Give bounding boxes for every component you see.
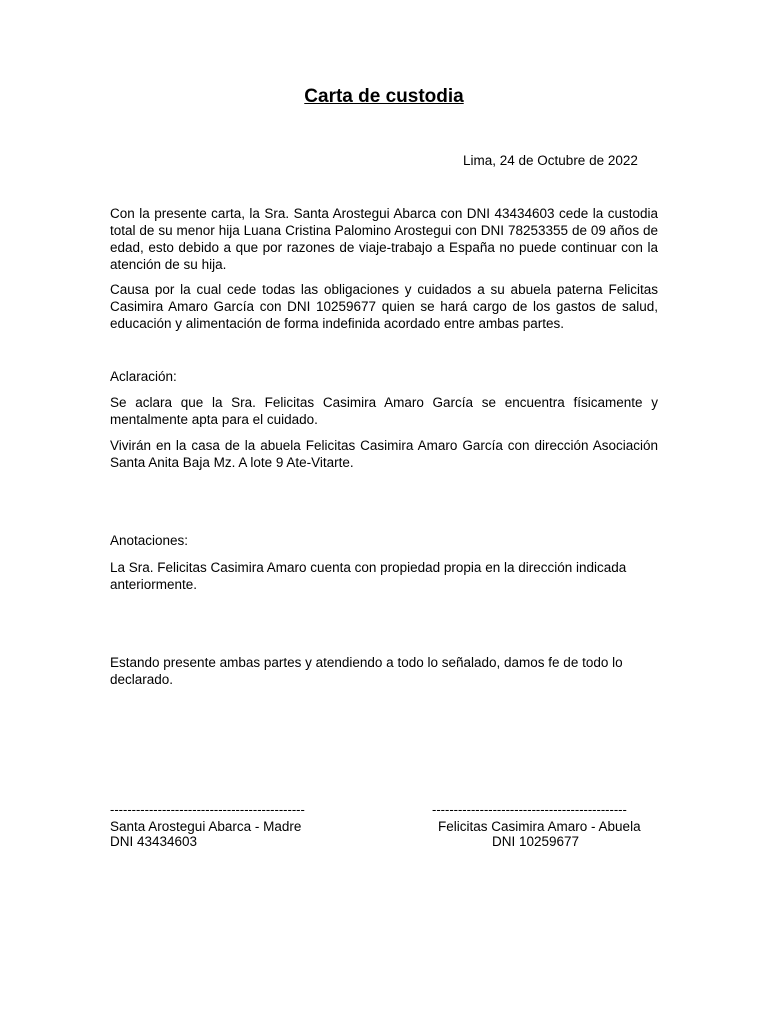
- signature-dni-madre: DNI 43434603: [110, 834, 198, 849]
- document-title: Carta de custodia: [304, 86, 464, 107]
- signature-name-madre: Santa Arostegui Abarca - Madre: [110, 819, 302, 834]
- anotaciones-heading: Anotaciones:: [110, 533, 189, 548]
- paragraph-anotacion: La Sra. Felicitas Casimira Amaro cuenta con propiedad propia en la dirección indicada anteriormente.: [110, 560, 627, 592]
- signature-name-abuela: Felicitas Casimira Amaro - Abuela: [438, 819, 641, 834]
- signature-line-abuela: ---------------------------------------------: [432, 802, 627, 817]
- paragraph-aclaracion: Se aclara que la Sra. Felicitas Casimira Amaro García se encuentra físicamente y mentalmente apta para el cuidado.: [110, 395, 658, 427]
- paragraph-vivienda: Vivirán en la casa de la abuela Felicitas Casimira Amaro García con dirección Asociación Santa Anita Baja Mz. A lote 9 Ate-Vitarte.: [110, 438, 658, 470]
- paragraph-causa: Causa por la cual cede todas las obligaciones y cuidados a su abuela paterna Felicitas Casimira Amaro García con DNI 10259677 quien se hará cargo de los gastos de salud, educación y alimentación de forma indefinida acordado entre ambas partes.: [110, 282, 658, 331]
- signature-line-madre: ---------------------------------------------: [110, 802, 305, 817]
- aclaracion-heading: Aclaración:: [110, 369, 177, 384]
- date-line: Lima, 24 de Octubre de 2022: [463, 153, 638, 168]
- paragraph-cesion-custodia: Con la presente carta, la Sra. Santa Arostegui Abarca con DNI 43434603 cede la custodia total de su menor hija Luana Cristina Palomino Arostegui con DNI 78253355 de 09 años de edad, esto debido a que por razones de viaje-trabajo a España no puede continuar con la atención de su hija.: [110, 206, 658, 272]
- paragraph-conclusion: Estando presente ambas partes y atendiendo a todo lo señalado, damos fe de todo lo declarado.: [110, 655, 623, 687]
- signature-dni-abuela: DNI 10259677: [492, 834, 580, 849]
